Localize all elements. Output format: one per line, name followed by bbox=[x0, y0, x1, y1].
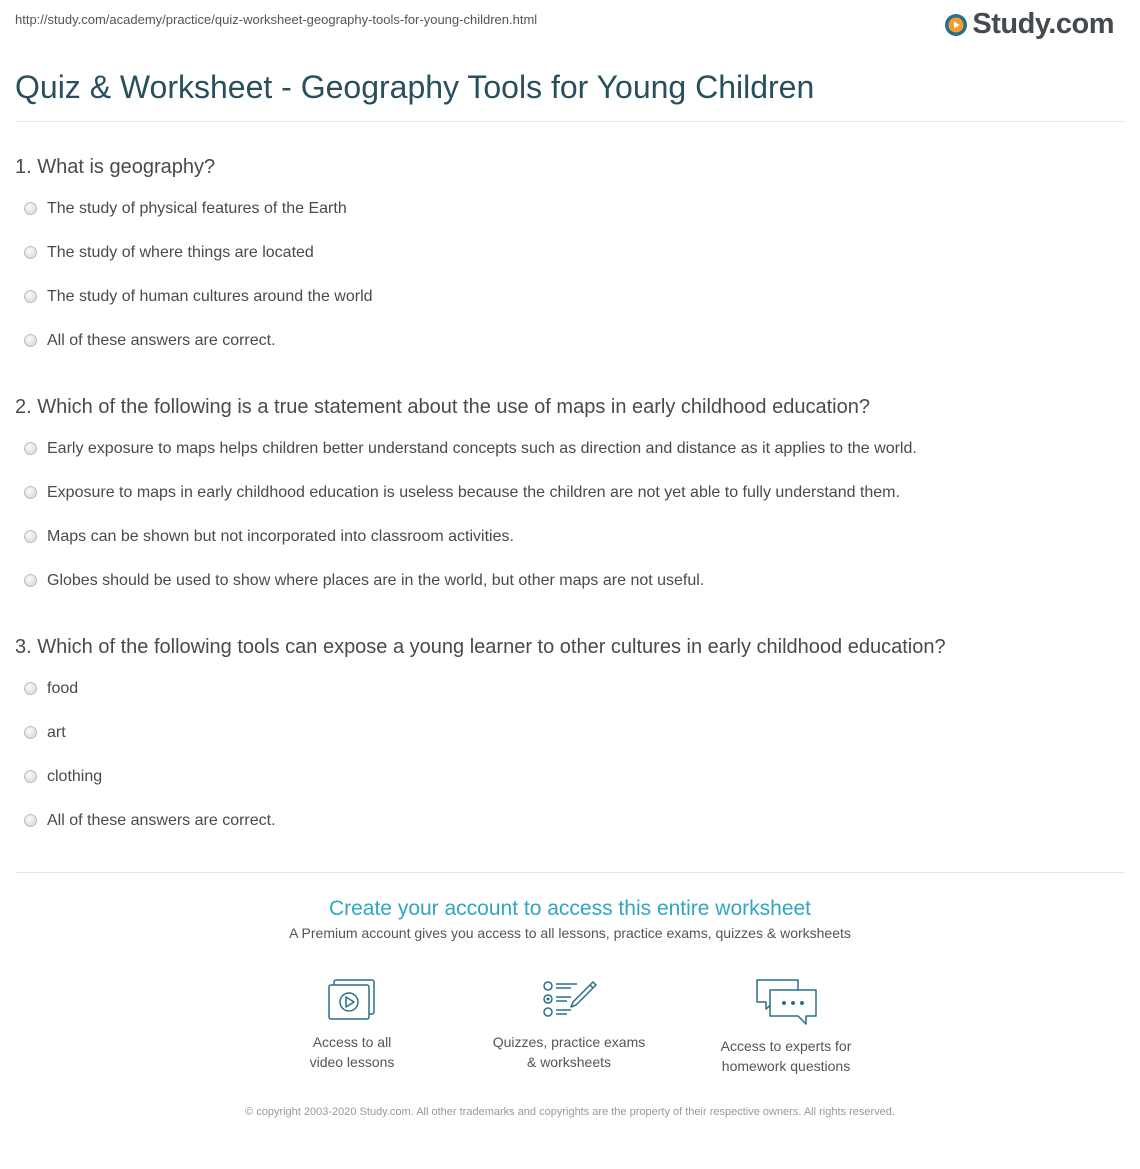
radio-button-icon[interactable] bbox=[24, 770, 37, 783]
answer-options bbox=[15, 679, 1125, 855]
answer-option[interactable] bbox=[15, 199, 1125, 243]
radio-button-icon[interactable] bbox=[24, 814, 37, 827]
answer-label: clothing bbox=[47, 768, 103, 785]
answer-option[interactable] bbox=[15, 767, 1125, 811]
feature-experts bbox=[686, 976, 886, 1076]
radio-button-icon[interactable] bbox=[24, 682, 37, 695]
answer-label: The study of physical features of the Earth bbox=[47, 200, 347, 217]
answer-option[interactable] bbox=[15, 483, 1125, 527]
feature-label bbox=[469, 1032, 669, 1072]
radio-button-icon[interactable] bbox=[24, 290, 37, 303]
question-text: 3. Which of the following tools can expose a young learner to other cultures in early childhood education? bbox=[15, 636, 946, 658]
answer-label: food bbox=[47, 680, 79, 697]
answer-label: Early exposure to maps helps children better understand concepts such as direction and distance as it applies to the world. bbox=[47, 440, 917, 457]
divider bbox=[15, 872, 1125, 873]
answer-option[interactable] bbox=[15, 723, 1125, 767]
radio-button-icon[interactable] bbox=[24, 726, 37, 739]
question-3 bbox=[15, 635, 1125, 855]
quiz-checklist-icon bbox=[541, 976, 597, 1024]
answer-label: art bbox=[47, 724, 66, 741]
answer-option[interactable] bbox=[15, 527, 1125, 571]
radio-button-icon[interactable] bbox=[24, 442, 37, 455]
answer-option[interactable] bbox=[15, 571, 1125, 615]
answer-option[interactable] bbox=[15, 679, 1125, 723]
feature-label-line: Access to experts for bbox=[720, 1038, 852, 1054]
feature-quizzes bbox=[469, 976, 669, 1072]
feature-label-line: Quizzes, practice exams bbox=[492, 1034, 646, 1050]
question-text: 2. Which of the following is a true statement about the use of maps in early childhood education? bbox=[15, 396, 870, 418]
feature-video-lessons bbox=[252, 976, 452, 1072]
play-circle-icon bbox=[944, 13, 968, 37]
answer-label: Globes should be used to show where places are in the world, but other maps are not useful. bbox=[47, 572, 705, 589]
radio-button-icon[interactable] bbox=[24, 530, 37, 543]
radio-button-icon[interactable] bbox=[24, 246, 37, 259]
radio-button-icon[interactable] bbox=[24, 334, 37, 347]
page-url: http://study.com/academy/practice/quiz-worksheet-geography-tools-for-young-children.html bbox=[15, 12, 538, 27]
divider bbox=[15, 121, 1125, 122]
answer-label: Exposure to maps in early childhood education is useless because the children are not yet able to fully understand them. bbox=[47, 484, 900, 501]
question-text: 1. What is geography? bbox=[15, 156, 216, 178]
radio-button-icon[interactable] bbox=[24, 486, 37, 499]
top-bar bbox=[0, 0, 1140, 50]
radio-button-icon[interactable] bbox=[24, 202, 37, 215]
feature-label bbox=[252, 1032, 452, 1072]
answer-label: All of these answers are correct. bbox=[47, 332, 276, 349]
feature-label-line: Access to all bbox=[312, 1034, 392, 1050]
answer-option[interactable] bbox=[15, 439, 1125, 483]
radio-button-icon[interactable] bbox=[24, 574, 37, 587]
chat-bubbles-icon bbox=[754, 976, 818, 1028]
cta-subtitle: A Premium account gives you access to all lessons, practice exams, quizzes & worksheets bbox=[289, 925, 851, 941]
logo-text: Study.com bbox=[972, 8, 1114, 40]
answer-option[interactable] bbox=[15, 331, 1125, 375]
page-title: Quiz & Worksheet - Geography Tools for Young Children bbox=[15, 69, 815, 105]
answer-label: The study of human cultures around the world bbox=[47, 288, 373, 305]
question-1 bbox=[15, 155, 1125, 375]
answer-options bbox=[15, 199, 1125, 375]
answer-option[interactable] bbox=[15, 243, 1125, 287]
answer-options bbox=[15, 439, 1125, 615]
feature-label bbox=[686, 1036, 886, 1076]
cta-title-link[interactable]: Create your account to access this entire worksheet bbox=[328, 897, 812, 920]
answer-option[interactable] bbox=[15, 811, 1125, 855]
video-lessons-icon bbox=[326, 976, 378, 1024]
answer-option[interactable] bbox=[15, 287, 1125, 331]
answer-label: All of these answers are correct. bbox=[47, 812, 276, 829]
feature-label-line: & worksheets bbox=[526, 1054, 612, 1070]
feature-label-line: video lessons bbox=[309, 1054, 395, 1070]
signup-cta bbox=[0, 896, 1140, 942]
answer-label: Maps can be shown but not incorporated into classroom activities. bbox=[47, 528, 514, 545]
copyright-footer: © copyright 2003-2020 Study.com. All other trademarks and copyrights are the property of their respective owners. All rights reserved. bbox=[245, 1106, 895, 1118]
question-2 bbox=[15, 395, 1125, 615]
feature-label-line: homework questions bbox=[721, 1058, 851, 1074]
study-logo[interactable] bbox=[944, 8, 1114, 41]
answer-label: The study of where things are located bbox=[47, 244, 314, 261]
